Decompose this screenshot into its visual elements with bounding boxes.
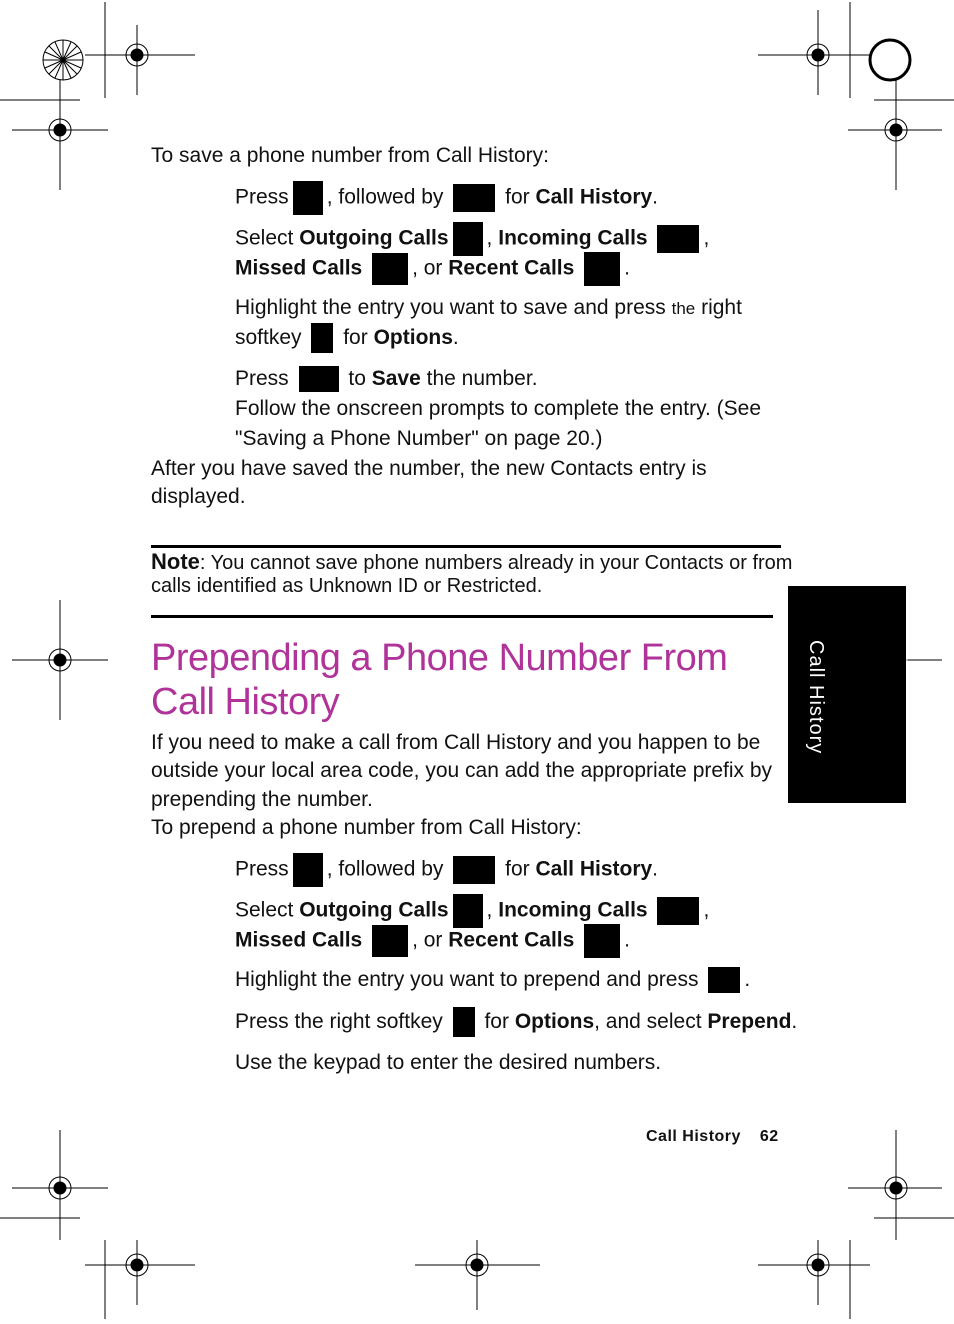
step2-4 bbox=[235, 1007, 797, 1037]
step-bold: Outgoing Calls bbox=[299, 898, 449, 922]
step-text: . bbox=[652, 857, 659, 881]
note-label: Note bbox=[151, 549, 200, 574]
note-bottom-rule bbox=[151, 615, 773, 618]
step-text: . bbox=[744, 968, 751, 991]
key-icon bbox=[372, 925, 408, 957]
step-text: , followed by bbox=[326, 857, 444, 881]
step-text: , bbox=[486, 898, 493, 922]
step-text: . bbox=[452, 326, 459, 349]
key-icon bbox=[299, 366, 339, 392]
step-text: , or bbox=[412, 928, 443, 952]
intro-text: To save a phone number from Call History: bbox=[151, 144, 550, 167]
step-text: the number. bbox=[426, 367, 538, 390]
step1-2 bbox=[235, 222, 709, 256]
step-text: for bbox=[505, 185, 530, 209]
step-text: for bbox=[484, 1010, 509, 1033]
step-bold: Missed Calls bbox=[235, 256, 363, 280]
step-text: Press bbox=[235, 185, 289, 209]
step-bold: Save bbox=[371, 367, 421, 390]
footer-section: Call History bbox=[646, 1128, 741, 1145]
step-text: Select bbox=[235, 898, 294, 922]
step-text: for bbox=[343, 326, 368, 349]
step2-2b bbox=[235, 924, 630, 958]
step-bold: Call History bbox=[535, 857, 653, 881]
section-heading-line-1: Prepending a Phone Number From bbox=[151, 637, 728, 679]
step1-1 bbox=[235, 181, 658, 215]
chapter-side-tab-label: Call History bbox=[805, 640, 827, 755]
step1-3b bbox=[235, 323, 459, 353]
page-footer bbox=[646, 1128, 779, 1146]
step-bold: Recent Calls bbox=[448, 928, 575, 952]
step2-1 bbox=[235, 853, 658, 887]
step-bold: Missed Calls bbox=[235, 928, 363, 952]
step-text: . bbox=[791, 1010, 798, 1033]
step1-5b: "Saving a Phone Number" on page 20.) bbox=[235, 427, 603, 450]
para-line-3: prepending the number. bbox=[151, 788, 373, 811]
step-bold: Prepend bbox=[707, 1010, 792, 1033]
para-line-4: To prepend a phone number from Call History: bbox=[151, 816, 582, 839]
step-text: Press the right softkey bbox=[235, 1010, 443, 1033]
step1-5a: Follow the onscreen prompts to complete the entry. (See bbox=[235, 397, 762, 420]
step-text: , bbox=[703, 898, 710, 922]
after-text-1: After you have saved the number, the new Contacts entry is bbox=[151, 457, 707, 480]
step-text: . bbox=[624, 928, 631, 952]
step-text: for bbox=[505, 857, 530, 881]
step2-3 bbox=[235, 965, 750, 994]
key-icon bbox=[657, 897, 699, 925]
step-text: , and select bbox=[594, 1010, 702, 1033]
step-text: softkey bbox=[235, 326, 302, 349]
step-text-small: the bbox=[671, 299, 696, 318]
step-bold: Recent Calls bbox=[448, 256, 575, 280]
step1-4 bbox=[235, 364, 538, 393]
key-icon bbox=[293, 853, 323, 887]
para-line-2: outside your local area code, you can add the appropriate prefix by bbox=[151, 759, 773, 782]
step1-2b bbox=[235, 252, 630, 286]
step-bold: Call History bbox=[535, 185, 653, 209]
step-text: Press bbox=[235, 367, 289, 390]
step-bold: Incoming Calls bbox=[498, 226, 648, 250]
step-bold: Incoming Calls bbox=[498, 898, 648, 922]
key-icon bbox=[453, 894, 483, 928]
para-line-1: If you need to make a call from Call History and you happen to be bbox=[151, 731, 761, 754]
step-text: . bbox=[652, 185, 659, 209]
key-icon bbox=[584, 924, 620, 958]
step-text: Highlight the entry you want to prepend and press bbox=[235, 968, 699, 991]
key-icon bbox=[372, 253, 408, 285]
key-icon bbox=[657, 225, 699, 253]
key-icon bbox=[708, 967, 740, 993]
after-text-2: displayed. bbox=[151, 485, 246, 508]
note-line-2: calls identified as Unknown ID or Restricted. bbox=[151, 575, 543, 597]
step-text: Select bbox=[235, 226, 294, 250]
key-icon bbox=[453, 184, 495, 212]
step-text: , or bbox=[412, 256, 443, 280]
right-softkey-icon bbox=[311, 323, 333, 353]
key-icon bbox=[293, 181, 323, 215]
step1-3a bbox=[235, 293, 742, 323]
step2-5: Use the keypad to enter the desired numbers. bbox=[235, 1051, 662, 1074]
step-bold: Options bbox=[514, 1010, 595, 1033]
key-icon bbox=[453, 222, 483, 256]
step-text: , bbox=[486, 226, 493, 250]
right-softkey-icon bbox=[453, 1007, 475, 1037]
step-text: Highlight the entry you want to save and press bbox=[235, 296, 666, 319]
step2-2 bbox=[235, 894, 709, 928]
step-text: . bbox=[624, 256, 631, 280]
step-bold: Outgoing Calls bbox=[299, 226, 449, 250]
key-icon bbox=[584, 252, 620, 286]
note-line-1 bbox=[151, 550, 792, 575]
page-number: 62 bbox=[759, 1128, 779, 1145]
key-icon bbox=[453, 856, 495, 884]
step-text: Press bbox=[235, 857, 289, 881]
step-text: right bbox=[701, 296, 742, 319]
step-text: , followed by bbox=[326, 185, 444, 209]
note-text: : You cannot save phone numbers already in your Contacts or from bbox=[199, 552, 793, 574]
note-top-rule bbox=[151, 545, 781, 548]
step-text: , bbox=[703, 226, 710, 250]
section-heading-line-2: Call History bbox=[151, 681, 340, 723]
step-text: to bbox=[348, 367, 366, 390]
step-bold: Options bbox=[373, 326, 453, 349]
